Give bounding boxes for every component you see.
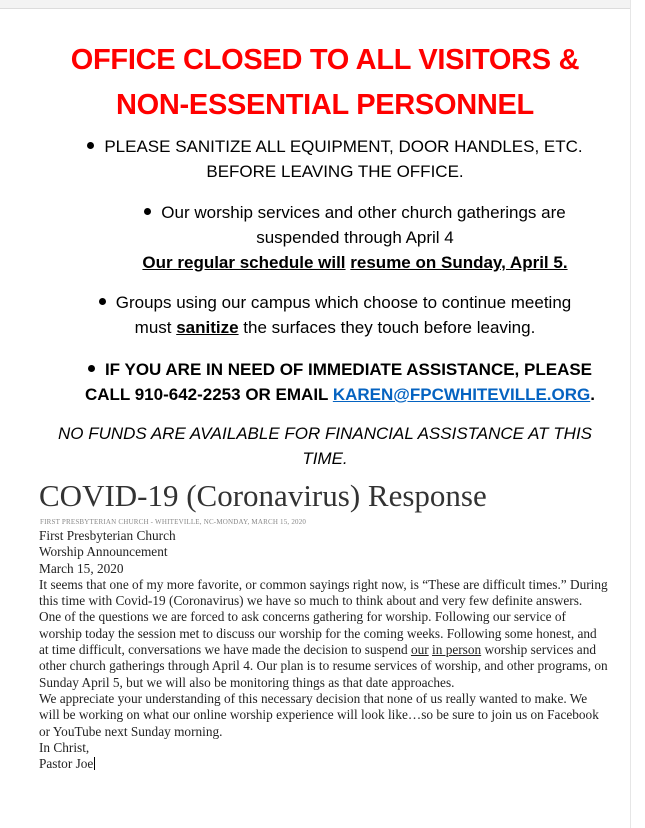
para2-post: worship services and other church gatherings through April 4. Our plan is to resume services of worship, and other programs, on Sunday April 5, but we will also be monitoring things as that date approaches. bbox=[39, 642, 608, 690]
letter-header-1: First Presbyterian Church bbox=[39, 528, 176, 543]
letter-paragraph-2 bbox=[39, 609, 609, 690]
para2-underline-our: our bbox=[410, 642, 429, 658]
email-link[interactable]: KAREN@FPCWHITEVILLE.ORG bbox=[332, 385, 591, 404]
document-right-edge bbox=[630, 0, 645, 828]
letter-closing: In Christ, bbox=[39, 739, 90, 755]
letter-signature: Pastor Joe bbox=[39, 756, 94, 772]
headline-line-2: NON-ESSENTIAL PERSONNEL bbox=[116, 89, 534, 121]
bullet-groups-sanitize bbox=[55, 290, 615, 340]
resume-part-1: Our regular schedule will bbox=[142, 253, 346, 272]
document-top-edge bbox=[0, 0, 645, 9]
resume-part-2: resume on Sunday, April 5. bbox=[350, 253, 568, 272]
announcement-letter bbox=[39, 528, 609, 772]
resume-notice bbox=[105, 250, 605, 275]
bullet-dot-icon bbox=[144, 208, 151, 215]
bullet-4-line-1: IF YOU ARE IN NEED OF IMMEDIATE ASSISTANCE, PLEASE bbox=[104, 360, 593, 379]
bullet-dot-icon bbox=[87, 142, 94, 149]
bullet-4-pre: CALL 910-642-2253 OR EMAIL bbox=[84, 385, 333, 404]
bullet-dot-icon bbox=[88, 365, 95, 372]
para2-pre: One of the questions we are forced to ask concerns gathering for worship. Following our service of worship today the session met to discuss our worship for the coming weeks. Following some honest, and at time difficult, conversations we have made the decision to suspend bbox=[39, 609, 597, 658]
bullet-3-post: the surfaces they touch before leaving. bbox=[238, 318, 536, 337]
bullet-worship-suspended bbox=[105, 200, 605, 275]
sanitize-emphasis: sanitize bbox=[176, 318, 239, 337]
bullet-3-pre: must bbox=[134, 318, 177, 337]
letter-signature-line[interactable] bbox=[39, 756, 609, 772]
bullet-dot-icon bbox=[99, 298, 106, 305]
bullet-assistance-contact bbox=[60, 357, 620, 407]
headline-line-1: OFFICE CLOSED TO ALL VISITORS & bbox=[70, 44, 580, 76]
text-cursor bbox=[94, 757, 95, 770]
bullet-1-line-1: PLEASE SANITIZE ALL EQUIPMENT, DOOR HANDLES, ETC. bbox=[104, 137, 583, 156]
letter-paragraph-1: It seems that one of my more favorite, or common sayings right now, is “These are difficult times.” During this time with Covid-19 (Coronavirus) we have so much to think about and very few definite answers. bbox=[39, 576, 608, 609]
letter-paragraph-3: We appreciate your understanding of this necessary decision that none of us really wanted to make. We will be working on what our online worship experience will look like…so be sure to join us on Facebook or YouTube next Sunday morning. bbox=[39, 690, 599, 739]
bullet-2-line-1: Our worship services and other church gatherings are bbox=[161, 203, 566, 222]
bullet-1-line-2: BEFORE LEAVING THE OFFICE. bbox=[206, 162, 464, 181]
no-funds-line-2: TIME. bbox=[302, 449, 348, 468]
bullet-sanitize-equipment bbox=[70, 134, 600, 184]
letter-header-2: Worship Announcement bbox=[39, 544, 168, 560]
closure-headline bbox=[20, 38, 630, 128]
no-funds-notice bbox=[35, 421, 615, 471]
bullet-3-line-1: Groups using our campus which choose to continue meeting bbox=[115, 293, 572, 312]
article-title: COVID-19 (Coronavirus) Response bbox=[39, 478, 487, 513]
bullet-2-line-2: suspended through April 4 bbox=[256, 228, 454, 247]
bullet-4-post: . bbox=[590, 385, 595, 404]
letter-date: March 15, 2020 bbox=[39, 560, 124, 576]
no-funds-line-1: NO FUNDS ARE AVAILABLE FOR FINANCIAL ASSISTANCE AT THIS bbox=[57, 424, 593, 443]
para2-underline-in-person: in person bbox=[432, 642, 482, 658]
article-meta: FIRST PRESBYTERIAN CHURCH - WHITEVILLE, NC-MONDAY, MARCH 15, 2020 bbox=[40, 518, 307, 526]
